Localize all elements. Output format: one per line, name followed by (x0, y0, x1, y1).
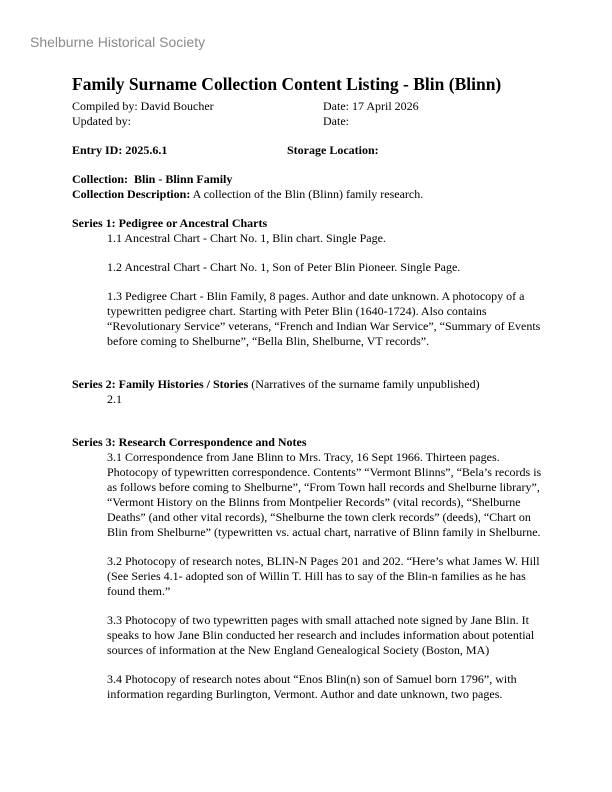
organization-header: Shelburne Historical Society (30, 34, 206, 50)
description-line (72, 187, 552, 202)
collection-value: Blin - Blinn Family (128, 172, 233, 186)
series-1-item: 1.2 Ancestral Chart - Chart No. 1, Son of Peter Blin Pioneer. Single Page. (107, 260, 461, 274)
storage-location: Storage Location: (287, 143, 379, 157)
series-2-heading: Series 2: Family Histories / Stories (72, 377, 249, 391)
series-1-item: 1.1 Ancestral Chart - Chart No. 1, Blin chart. Single Page. (107, 231, 386, 245)
series-3-item: 3.2 Photocopy of research notes, BLIN-N Pages 201 and 202. “Here’s what James W. Hill (See Series 4.1- adopted son of Willin T. Hill has to say of the Blin-n families as he has found them.” (107, 554, 540, 598)
collection-label: Collection: (72, 172, 128, 186)
compiled-by: Compiled by: David Boucher (72, 99, 214, 113)
updated-row (72, 114, 552, 129)
description-label: Collection Description: (72, 187, 191, 201)
series-2-heading-line (72, 377, 552, 392)
series-1-item: 1.3 Pedigree Chart - Blin Family, 8 pages. Author and date unknown. A photocopy of a typewritten pedigree chart. Starting with Peter Blin (1640-1724). Also contains “Revolutionary Service” veterans, “French and Indian War Service”, “Summary of Events before coming to Shelburne”, “Bella Blin, Shelburne, VT records”. (107, 289, 541, 348)
updated-by: Updated by: (72, 114, 131, 128)
updated-date: Date: (323, 114, 349, 128)
compiled-date: Date: 17 April 2026 (323, 99, 419, 113)
entry-id: Entry ID: 2025.6.1 (72, 143, 168, 157)
compiled-row (72, 99, 552, 114)
document-page (72, 74, 552, 702)
series-3-item: 3.1 Correspondence from Jane Blinn to Mrs. Tracy, 16 Sept 1966. Thirteen pages. Photocopy of typewritten correspondence. Contents” “Vermont Blinns”, “Bela’s records is as follows before coming to Shelburne”, “From Town hall records and Shelburne library”, “Vermont History on the Blinns from Montpelier Records” (vital records), “Shelburne Deaths” (and other vital records), “Shelburne the town clerk records” (deeds), “Chart on Blin from Shelburne” (typewritten vs. actual chart, narrative of Blinn family in Shelburne. (107, 450, 542, 539)
series-2-note: (Narratives of the surname family unpublished) (248, 377, 480, 391)
series-1-heading: Series 1: Pedigree or Ancestral Charts (72, 216, 268, 230)
description-value: A collection of the Blin (Blinn) family research. (190, 187, 424, 201)
series-3-item: 3.4 Photocopy of research notes about “Enos Blin(n) son of Samuel born 1796”, with information regarding Burlington, Vermont. Author and date unknown, two pages. (107, 672, 517, 701)
series-3-heading: Series 3: Research Correspondence and Notes (72, 435, 307, 449)
entry-row (72, 143, 552, 158)
document-title: Family Surname Collection Content Listing - Blin (Blinn) (72, 74, 502, 94)
series-3-item: 3.3 Photocopy of two typewritten pages with small attached note signed by Jane Blin. It speaks to how Jane Blin conducted her research and includes information about potential sources of information at the New England Genealogical Society (Boston, MA) (107, 613, 535, 657)
series-2-item: 2.1 (107, 392, 122, 406)
collection-line (72, 172, 552, 187)
